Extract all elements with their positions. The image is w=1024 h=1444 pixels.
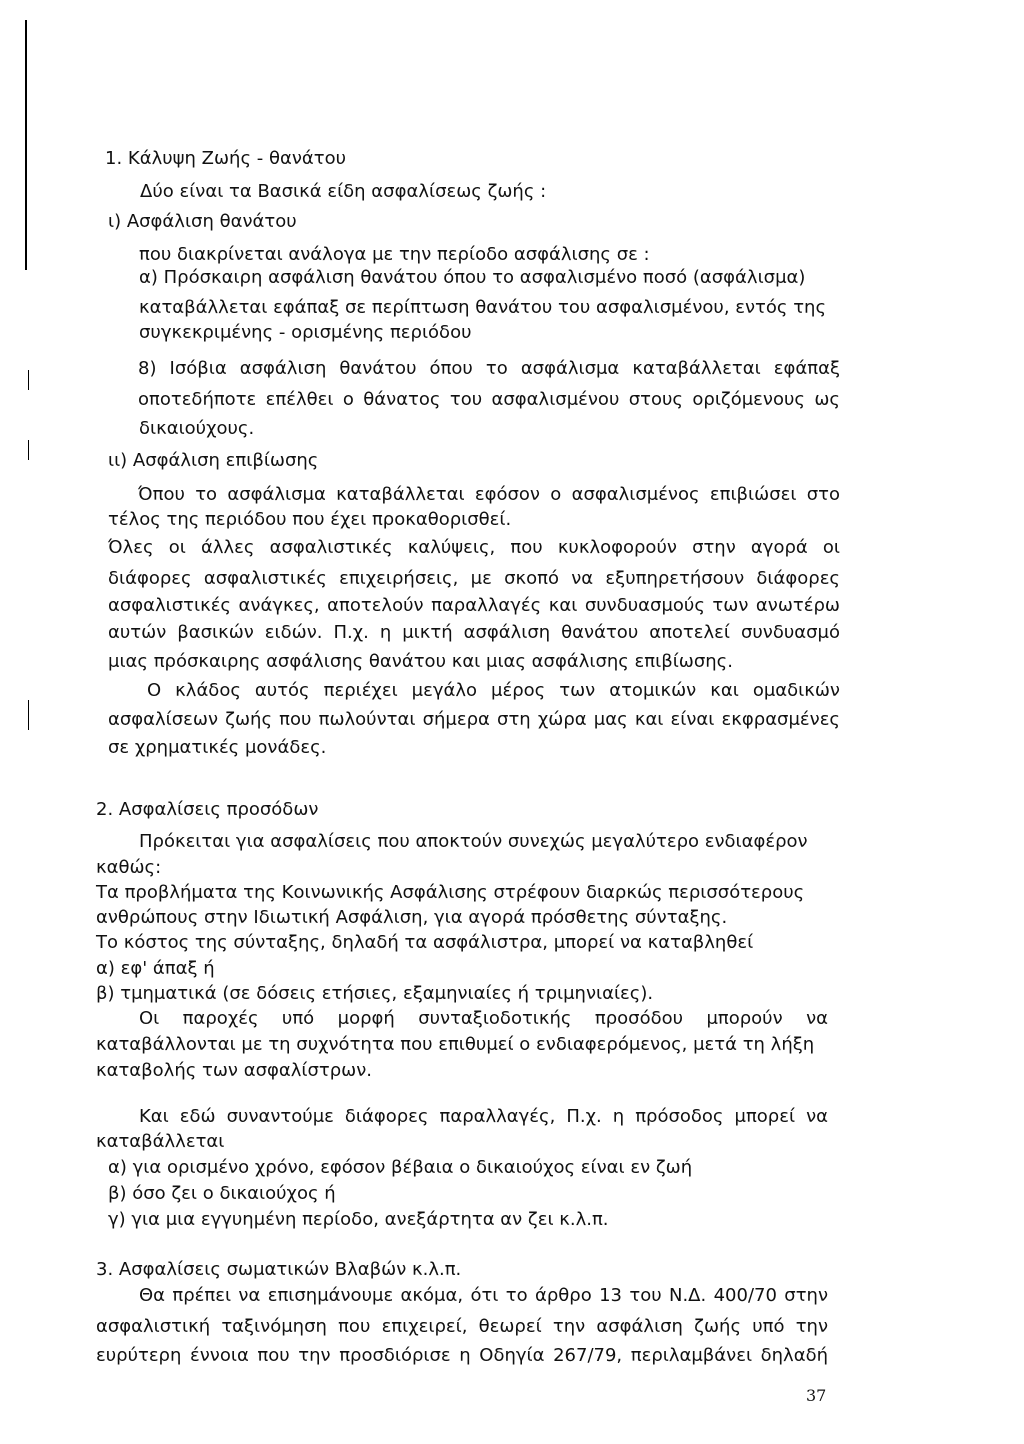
text-line: Όπου το ασφάλισμα καταβάλλεται εφόσον ο ασφαλισμένος επιβιώσει στο	[138, 484, 840, 505]
text-line: ασφαλιστικές ανάγκες, αποτελούν παραλλαγές και συνδυασμούς των ανωτέρω	[108, 595, 840, 616]
section-heading: 3. Ασφαλίσεις σωματικών Βλαβών κ.λ.π.	[96, 1259, 462, 1280]
text-line: Τα προβλήματα της Κοινωνικής Ασφάλισης στρέφουν διαρκώς περισσότερους	[96, 882, 805, 903]
text-line: Το κόστος της σύνταξης, δηλαδή τα ασφάλιστρα, μπορεί να καταβληθεί	[96, 932, 754, 953]
page-number: 37	[806, 1386, 827, 1405]
text-line: καθώς:	[96, 857, 162, 878]
text-line: ασφαλιστική ταξινόμηση που επιχειρεί, θεωρεί την ασφάλιση ζωής υπό την	[96, 1316, 828, 1337]
text-line: β) όσο ζει ο δικαιούχος ή	[108, 1183, 336, 1204]
text-line: καταβολής των ασφαλίστρων.	[96, 1060, 372, 1081]
text-line: ιι) Ασφάλιση επιβίωσης	[108, 450, 319, 471]
text-line: καταβάλλεται εφάπαξ σε περίπτωση θανάτου του ασφαλισμένου, εντός της	[139, 297, 827, 318]
text-line: Θα πρέπει να επισημάνουμε ακόμα, ότι το άρθρο 13 του Ν.Δ. 400/70 στην	[139, 1285, 828, 1306]
text-line: αυτών βασικών ειδών. Π.χ. η μικτή ασφάλιση θανάτου αποτελεί συνδυασμό	[108, 622, 840, 643]
text-line: συγκεκριμένης - ορισμένης περιόδου	[139, 322, 472, 343]
text-line: α) Πρόσκαιρη ασφάλιση θανάτου όπου το ασφαλισμένο ποσό (ασφάλισμα)	[139, 267, 806, 288]
text-line: καταβάλλονται με τη συχνότητα που επιθυμεί ο ενδιαφερόμενος, μετά τη λήξη	[96, 1034, 815, 1055]
text-line: σε χρηματικές μονάδες.	[108, 737, 327, 758]
text-line: ασφαλίσεων ζωής που πωλούνται σήμερα στη χώρα μας και είναι εκφρασμένες	[108, 709, 840, 730]
text-line: τέλος της περιόδου που έχει προκαθορισθεί.	[108, 509, 512, 530]
text-line: ευρύτερη έννοια που την προσδιόρισε η Οδηγία 267/79, περιλαμβάνει δηλαδή	[96, 1345, 828, 1366]
text-line: ανθρώπους στην Ιδιωτική Ασφάλιση, για αγορά πρόσθετης σύνταξης.	[96, 907, 728, 928]
text-line: Και εδώ συναντούμε διάφορες παραλλαγές, Π.χ. η πρόσοδος μπορεί να	[139, 1106, 828, 1127]
text-line: που διακρίνεται ανάλογα με την περίοδο ασφάλισης σε :	[139, 244, 650, 265]
text-line: α) εφ' άπαξ ή	[96, 958, 215, 979]
text-line: διάφορες ασφαλιστικές επιχειρήσεις, με σκοπό να εξυπηρετήσουν διάφορες	[108, 568, 840, 589]
text-line: Ο κλάδος αυτός περιέχει μεγάλο μέρος των ατομικών και ομαδικών	[147, 680, 840, 701]
text-line: μιας πρόσκαιρης ασφάλισης θανάτου και μιας ασφάλισης επιβίωσης.	[108, 651, 733, 672]
text-line: Πρόκειται για ασφαλίσεις που αποκτούν συνεχώς μεγαλύτερο ενδιαφέρον	[139, 831, 808, 852]
text-line: 8) Ισόβια ασφάλιση θανάτου όπου το ασφάλισμα καταβάλλεται εφάπαξ	[138, 358, 840, 379]
text-line: οποτεδήποτε επέλθει ο θάνατος του ασφαλισμένου στους οριζόμενους ως	[138, 389, 840, 410]
scan-edge-line	[25, 20, 27, 270]
text-line: Όλες οι άλλες ασφαλιστικές καλύψεις, που κυκλοφορούν στην αγορά οι	[108, 537, 840, 558]
text-line: Δύο είναι τα Βασικά είδη ασφαλίσεως ζωής :	[140, 181, 547, 202]
text-line: α) για ορισμένο χρόνο, εφόσον βέβαια ο δικαιούχος είναι εν ζωή	[108, 1157, 693, 1178]
section-heading: 1. Κάλυψη Ζωής - θανάτου	[105, 148, 347, 169]
text-line: γ) για μια εγγυημένη περίοδο, ανεξάρτητα αν ζει κ.λ.π.	[108, 1209, 609, 1230]
text-line: β) τμηματικά (σε δόσεις ετήσιες, εξαμηνιαίες ή τριμηνιαίες).	[96, 983, 654, 1004]
scan-edge-mark	[28, 370, 29, 390]
text-line: Οι παροχές υπό μορφή συνταξιοδοτικής προσόδου μπορούν να	[139, 1008, 828, 1029]
scan-edge-mark	[28, 700, 29, 730]
text-line: καταβάλλεται	[96, 1131, 225, 1152]
text-line: δικαιούχους.	[139, 418, 255, 439]
text-line: ι) Ασφάλιση θανάτου	[108, 211, 297, 232]
scan-edge-mark	[28, 440, 29, 460]
section-heading: 2. Ασφαλίσεις προσόδων	[96, 799, 319, 820]
